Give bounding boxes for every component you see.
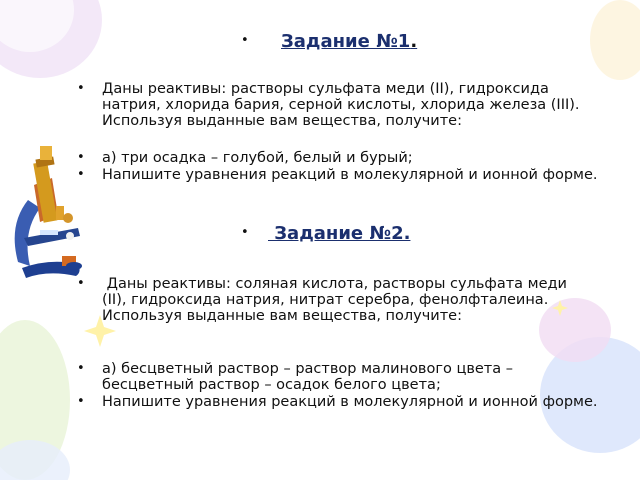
task2-item-a-bullet: • xyxy=(77,361,85,376)
task1-item-a: а) три осадка – голубой, белый и бурый; xyxy=(102,150,413,166)
task1-equations: Напишите уравнения реакций в молекулярной и ионной форме. xyxy=(102,167,598,183)
task1-title-text: Задание №1 xyxy=(281,31,411,52)
task2-item-a: а) бесцветный раствор – раствор малинового цвета – бесцветный раствор – осадок белого цвета; xyxy=(102,361,513,393)
task2-title: Задание №2. xyxy=(268,223,411,244)
task2-paragraph: Даны реактивы: соляная кислота, растворы сульфата меди (II), гидроксида натрия, нитрат серебра, фенолфталеина. Используя выданные вам вещества, получите: xyxy=(102,276,572,324)
task2-equations-bullet: • xyxy=(77,394,85,409)
task2-paragraph-bullet: • xyxy=(77,276,85,291)
task1-equations-bullet: • xyxy=(77,167,85,182)
task2-equations: Напишите уравнения реакций в молекулярной и ионной форме. xyxy=(102,394,598,410)
task1-paragraph-bullet: • xyxy=(77,81,85,96)
balloon-right-top xyxy=(590,0,640,80)
microscope-icon xyxy=(15,146,82,278)
task1-title-suffix: . xyxy=(410,31,418,52)
task2-title-bullet: • xyxy=(241,225,249,240)
task1-title xyxy=(281,31,417,52)
task1-title-bullet: • xyxy=(241,33,249,48)
task1-paragraph: Даны реактивы: растворы сульфата меди (II), гидроксида натрия, хлорида бария, серной кислоты, хлорида железа (III). Используя выданные вам вещества, получите: xyxy=(102,81,580,129)
task1-item-a-bullet: • xyxy=(77,150,85,165)
